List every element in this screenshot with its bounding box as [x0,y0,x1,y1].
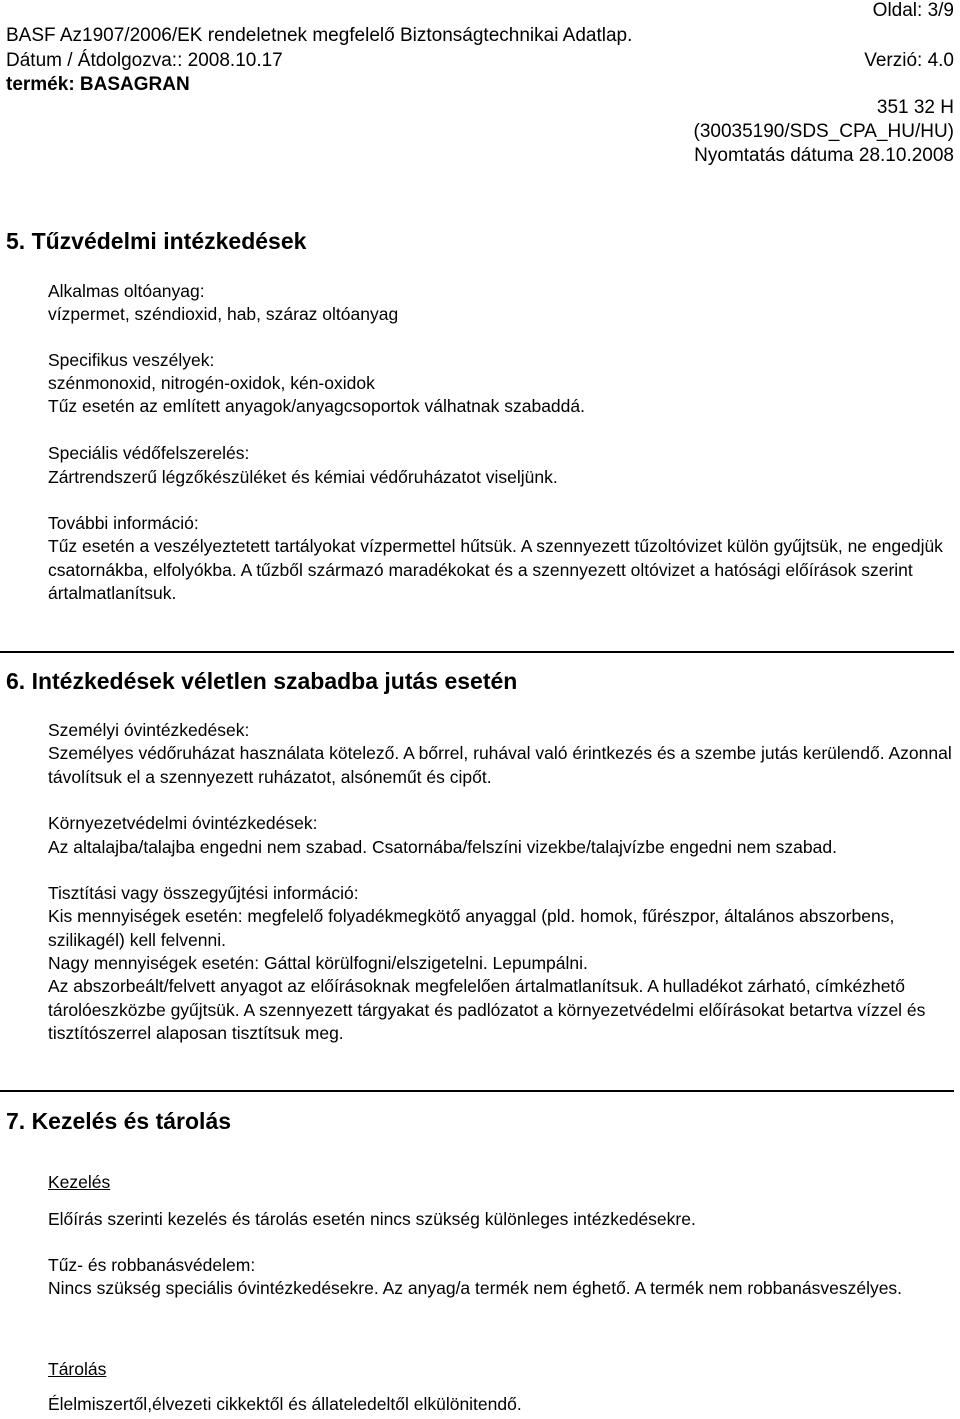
product-name: termék: BASAGRAN [6,74,190,95]
environmental-label: Környezetvédelmi óvintézkedések: [48,813,318,833]
document-title: BASF Az1907/2006/EK rendeletnek megfelelő Biztonságtechnikai Adatlap. [6,25,633,46]
hazards-line-2: Tűz esetén az említett anyagok/anyagcsoportok válhatnak szabaddá. [48,396,585,416]
hazards-label: Specifikus veszélyek: [48,350,215,370]
storage-heading: Tárolás [48,1359,107,1379]
sds-code: (30035190/SDS_CPA_HU/HU) [693,121,954,142]
revision-date: Dátum / Átdolgozva:: 2008.10.17 [6,50,283,71]
personal-precautions-text: Személyes védőruházat használata kötelező. A bőrrel, ruhával való érintkezés és a szembe jutás kerülendő. Azonnal távolítsuk el a szennyezett ruházatot, alsóneműt és cipőt. [48,743,952,787]
product-code: 351 32 H [876,97,954,118]
cleanup-text-3: Az abszorbeált/felvett anyagot az előírásoknak megfelelően ártalmatlanítsuk. A hulladékot zárható, címkézhető tárolóeszközbe gyűjtsük. A szennyezett tárgyakat és padlózatot a környezetvédelmi előírásokat betartva vízzel és tisztítószerrel alaposan tisztítsuk meg. [48,976,926,1043]
environmental-text: Az altalajba/talajba engedni nem szabad. Csatornába/felszíni vizekbe/talajvízbe engedni nem szabad. [48,837,837,857]
cleanup-label: Tisztítási vagy összegyűjtési információ: [48,883,359,903]
handling-text: Előírás szerinti kezelés és tárolás esetén nincs szükség különleges intézkedésekre. [48,1209,696,1229]
cleanup-text-1: Kis mennyiségek esetén: megfelelő folyadékmegkötő anyaggal (pld. homok, fűrészpor, általános abszorbens, szilikagél) kell felvenni. [48,906,895,950]
section-7-title: 7. Kezelés és tárolás [6,1108,232,1134]
page-number: Oldal: 3/9 [872,0,954,21]
handling-heading: Kezelés [48,1172,111,1192]
hazards-line-1: szénmonoxid, nitrogén-oxidok, kén-oxidok [48,373,375,393]
section-divider [0,651,954,653]
section-divider [0,1090,954,1092]
section-5-title: 5. Tűzvédelmi intézkedések [6,228,307,254]
fire-protection-label: Tűz- és robbanásvédelem: [48,1255,256,1275]
extinguishing-text: vízpermet, széndioxid, hab, száraz oltóanyag [48,304,399,324]
further-info-text: Tűz esetén a veszélyeztetett tartályokat vízpermettel hűtsük. A szennyezett tűzoltóvizet külön gyűjtsük, ne engedjük csatornákba, elfolyókba. A tűzből származó maradékokat és a szennyezett oltóvizet a hatósági előírások szerint ártalmatlanítsuk. [48,536,943,603]
version: Verzió: 4.0 [864,50,954,71]
fire-protection-text: Nincs szükség speciális óvintézkedésekre. Az anyag/a termék nem éghető. A termék nem robbanásveszélyes. [48,1278,903,1298]
extinguishing-label: Alkalmas oltóanyag: [48,281,205,301]
equipment-label: Speciális védőfelszerelés: [48,443,250,463]
cleanup-text-2: Nagy mennyiségek esetén: Gáttal körülfogni/elszigetelni. Lepumpálni. [48,953,588,973]
print-date: Nyomtatás dátuma 28.10.2008 [694,145,954,166]
personal-precautions-label: Személyi óvintézkedések: [48,720,250,740]
storage-text: Élelmiszertől,élvezeti cikkektől és állateledeltől elkülönitendő. [48,1394,522,1414]
equipment-text: Zártrendszerű légzőkészüléket és kémiai védőruházatot viseljünk. [48,467,558,487]
further-info-label: További információ: [48,513,199,533]
section-6-title: 6. Intézkedések véletlen szabadba jutás esetén [6,668,518,694]
